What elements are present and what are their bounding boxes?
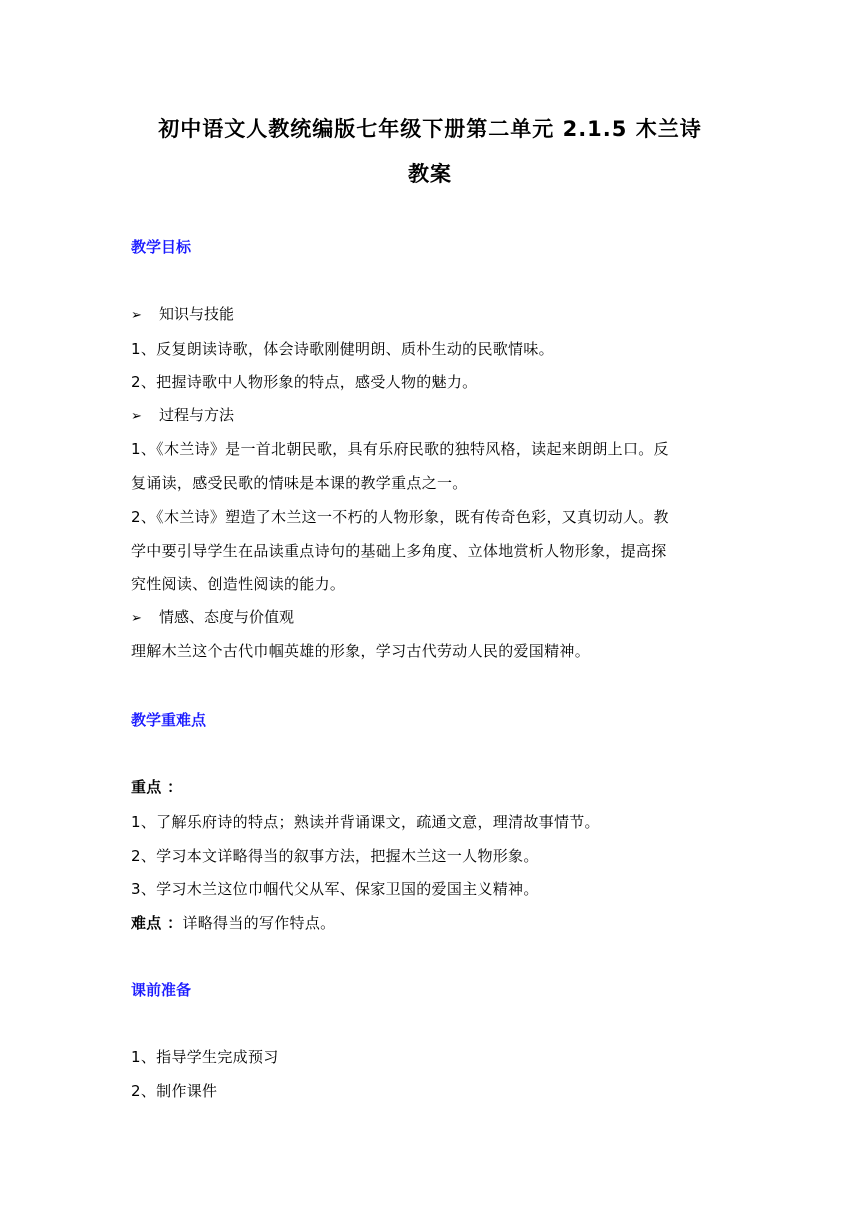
section-heading-objectives: 教学目标 bbox=[131, 238, 192, 256]
paragraph-line: 2、制作课件 bbox=[131, 1082, 218, 1100]
focus-label: 重点 ： bbox=[131, 778, 183, 796]
paragraph-line: 学中要引导学生在品读重点诗句的基础上多角度、立体地赏析人物形象，提高探 bbox=[131, 542, 667, 560]
paragraph-line: 1、了解乐府诗的特点；熟读并背诵课文，疏通文意，理清故事情节。 bbox=[131, 813, 600, 831]
arrow-bullet-icon: ➢ bbox=[131, 308, 142, 323]
bullet-knowledge-skills bbox=[131, 303, 234, 324]
bullet-process-methods bbox=[131, 404, 234, 425]
section-heading-preparation: 课前准备 bbox=[131, 981, 192, 999]
paragraph-line: 2、学习本文详略得当的叙事方法，把握木兰这一人物形象。 bbox=[131, 847, 539, 865]
bullet-label: 知识与技能 bbox=[159, 305, 235, 323]
paragraph-line: 1、指导学生完成预习 bbox=[131, 1048, 279, 1066]
document-title-line-2: 教案 bbox=[408, 162, 452, 186]
bullet-label: 情感、态度与价值观 bbox=[159, 608, 295, 626]
document-title-line-1: 初中语文人教统编版七年级下册第二单元 2.1.5 木兰诗 bbox=[158, 117, 702, 141]
difficulty-text: 详略得当的写作特点。 bbox=[182, 914, 336, 932]
paragraph-line: 复诵读，感受民歌的情味是本课的教学重点之一。 bbox=[131, 474, 468, 492]
difficulty-line bbox=[131, 912, 335, 933]
difficulty-label: 难点 ： bbox=[131, 914, 183, 932]
bullet-label: 过程与方法 bbox=[159, 406, 235, 424]
paragraph-line: 2、《木兰诗》塑造了木兰这一不朽的人物形象，既有传奇色彩，又真切动人。教 bbox=[131, 508, 669, 526]
paragraph-line: 1、反复朗读诗歌，体会诗歌刚健明朗、质朴生动的民歌情味。 bbox=[131, 340, 554, 358]
paragraph-line: 究性阅读、创造性阅读的能力。 bbox=[131, 575, 346, 593]
arrow-bullet-icon: ➢ bbox=[131, 611, 142, 626]
paragraph-line: 3、学习木兰这位巾帼代父从军、保家卫国的爱国主义精神。 bbox=[131, 880, 539, 898]
paragraph-line: 2、把握诗歌中人物形象的特点，感受人物的魅力。 bbox=[131, 373, 478, 391]
paragraph-line: 1、《木兰诗》是一首北朝民歌，具有乐府民歌的独特风格，读起来朗朗上口。反 bbox=[131, 440, 669, 458]
bullet-emotion-values bbox=[131, 606, 294, 627]
paragraph-line: 理解木兰这个古代巾帼英雄的形象，学习古代劳动人民的爱国精神。 bbox=[131, 642, 591, 660]
arrow-bullet-icon: ➢ bbox=[131, 409, 142, 424]
section-heading-key-points: 教学重难点 bbox=[131, 711, 207, 729]
